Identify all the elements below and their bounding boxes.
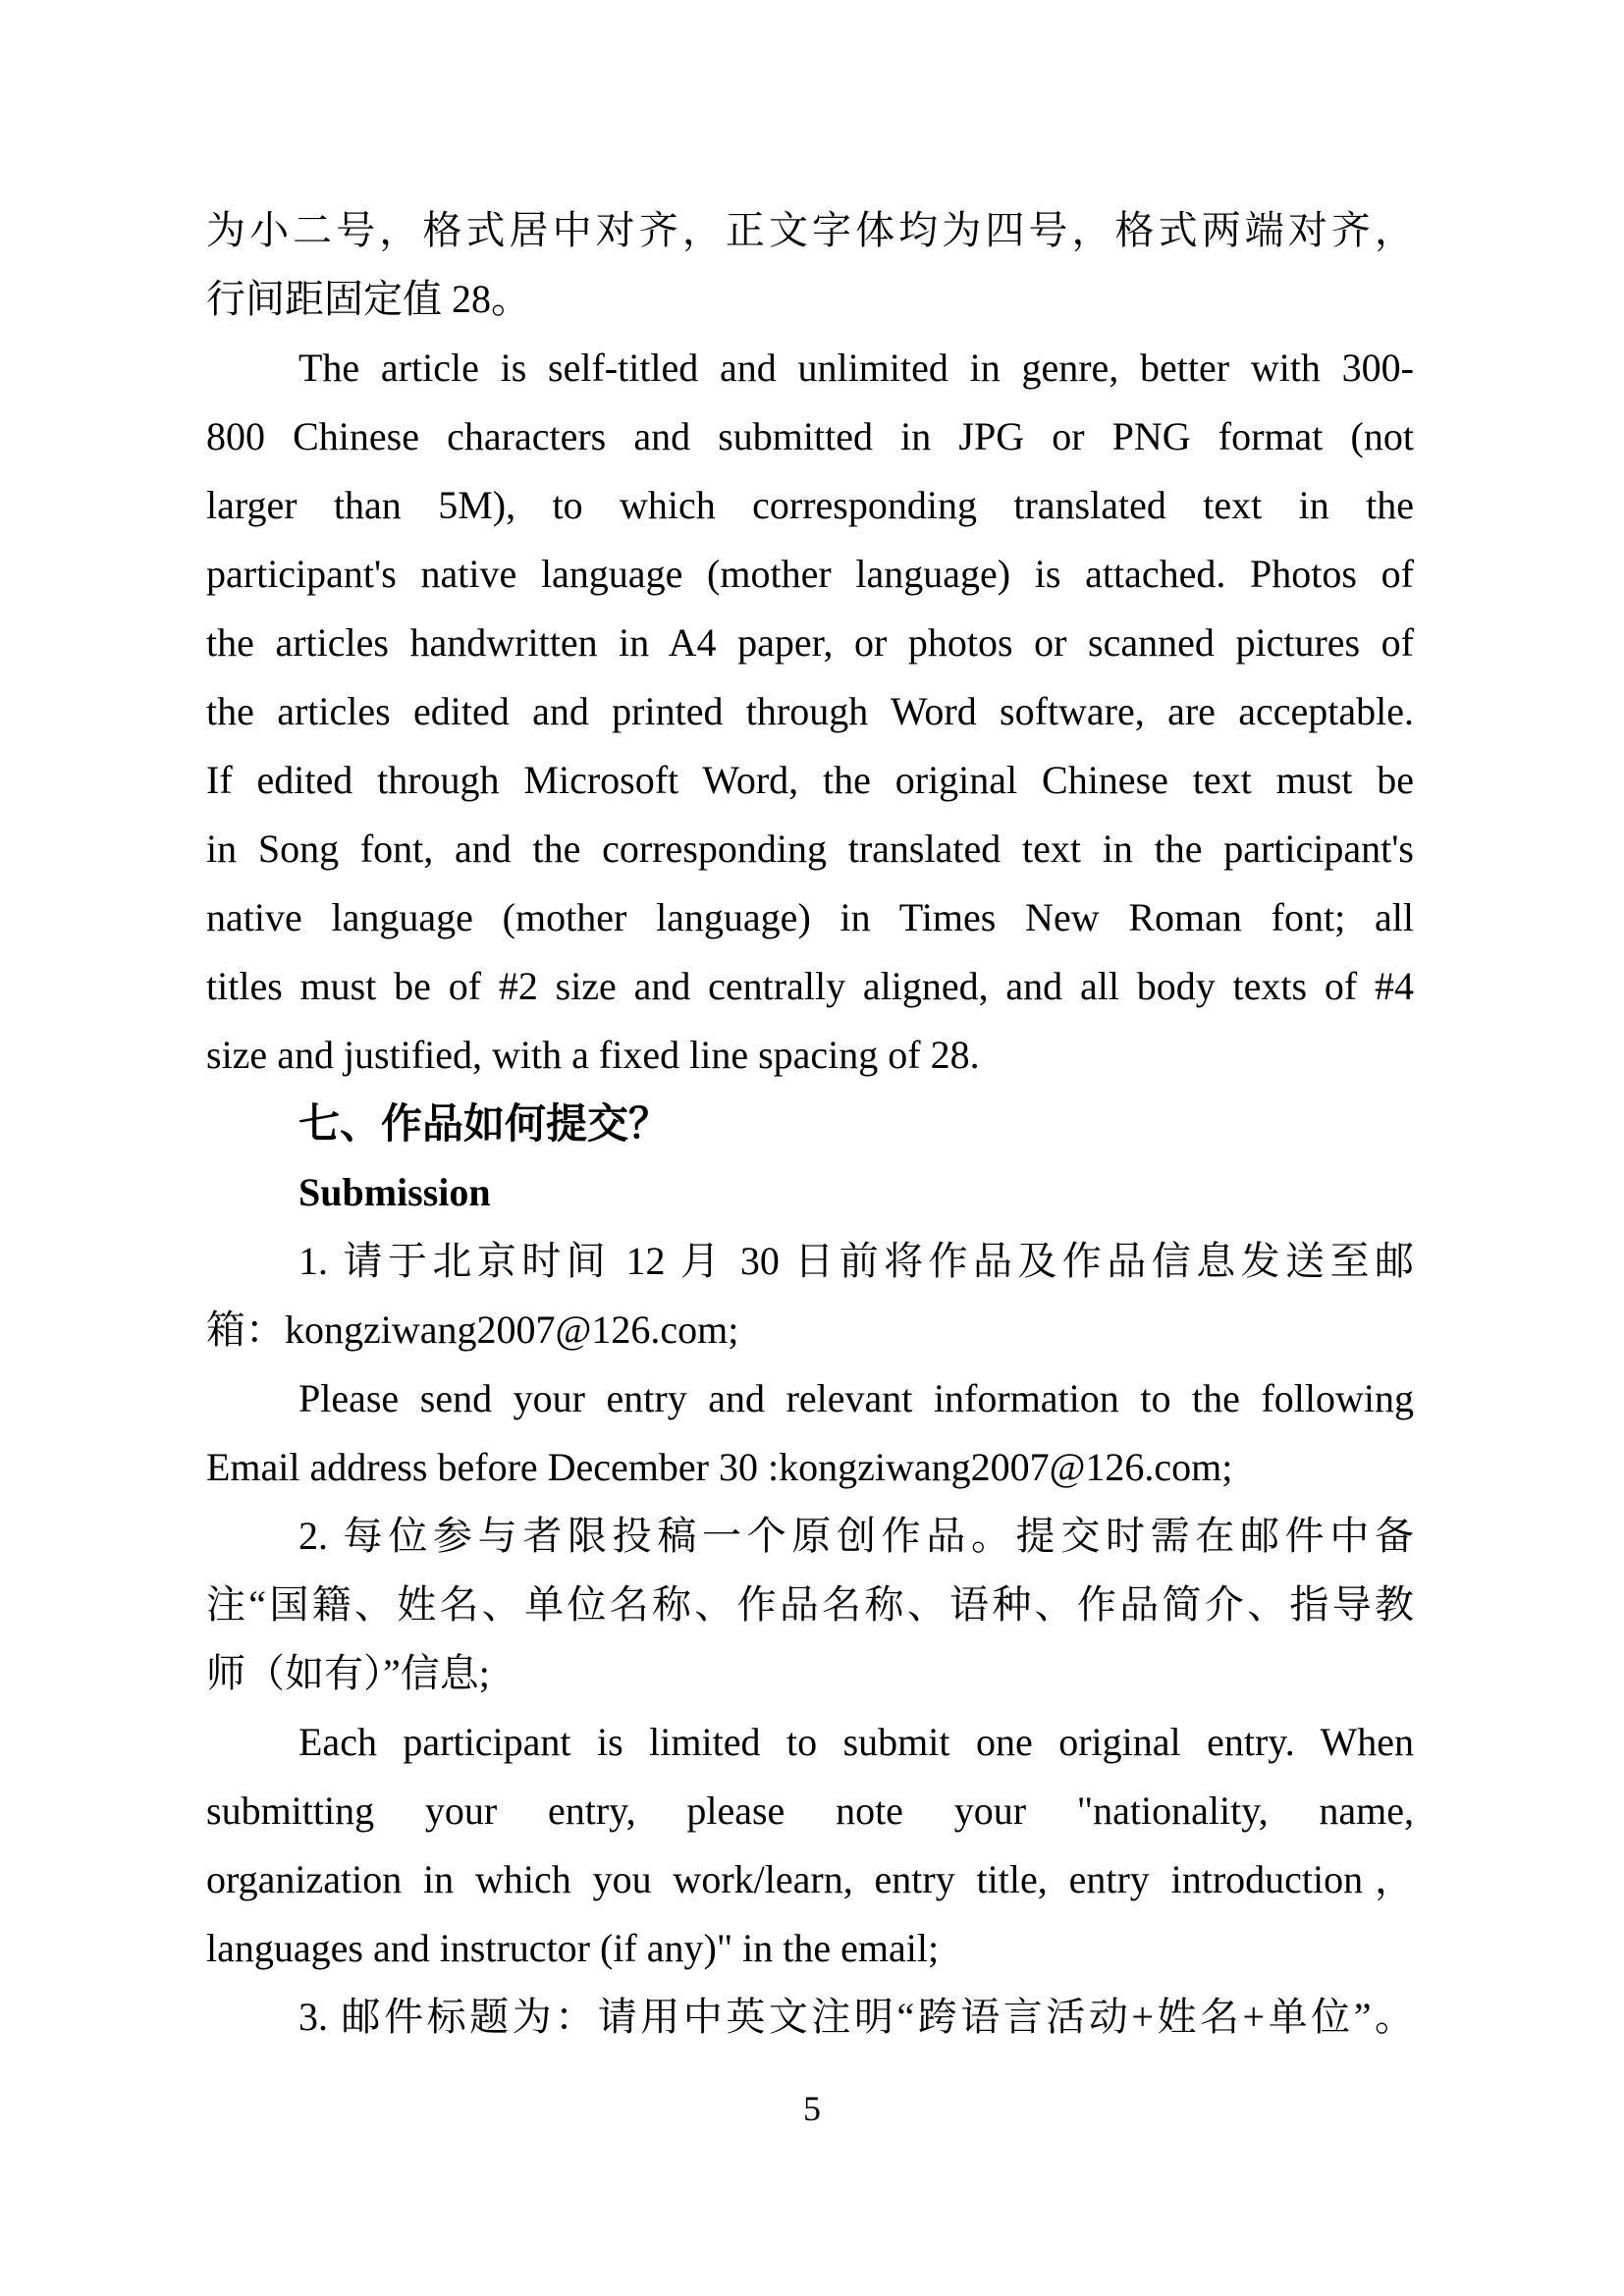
text-line: 师（如有）”信息; xyxy=(206,1651,490,1695)
text-block xyxy=(206,196,1414,2052)
text-line: the articles edited and printed through Word software, are acceptable. xyxy=(206,689,1414,733)
text-line: 800 Chinese characters and submitted in JPG or PNG format (not xyxy=(206,414,1414,458)
text-line: in Song font, and the corresponding translated text in the participant's xyxy=(206,827,1414,871)
text-line: native language (mother language) in Times New Roman font; all xyxy=(206,895,1414,939)
text-line: 行间距固定值 28。 xyxy=(206,277,530,321)
text-line: the articles handwritten in A4 paper, or photos or scanned pictures of xyxy=(206,620,1414,665)
text-line: size and justified, with a fixed line spacing of 28. xyxy=(206,1033,980,1077)
text-line: titles must be of #2 size and centrally aligned, and all body texts of #4 xyxy=(206,964,1414,1008)
text-line: Email address before December 30 :kongziwang2007@126.com; xyxy=(206,1445,1233,1489)
text-line: languages and instructor (if any)" in the email; xyxy=(206,1926,940,1970)
text-line: larger than 5M), to which corresponding translated text in the xyxy=(206,483,1414,527)
text-line: 3. 邮件标题为：请用中英文注明“跨语言活动+姓名+单位”。 xyxy=(298,1995,1414,2039)
text-line: participant's native language (mother language) is attached. Photos of xyxy=(206,552,1414,596)
text-line: Submission xyxy=(298,1170,491,1214)
text-line: The article is self-titled and unlimited in genre, better with 300- xyxy=(298,346,1414,390)
text-line: Please send your entry and relevant information to the following xyxy=(298,1376,1414,1420)
text-line: 箱：kongziwang2007@126.com; xyxy=(206,1308,739,1352)
text-line: If edited through Microsoft Word, the original Chinese text must be xyxy=(206,758,1414,802)
text-line: organization in which you work/learn, entry title, entry introduction， xyxy=(206,1857,1414,1901)
text-line: 为小二号，格式居中对齐，正文字体均为四号，格式两端对齐， xyxy=(206,208,1414,252)
text-line: submitting your entry, please note your "nationality, name, xyxy=(206,1789,1414,1833)
text-line: 注“国籍、姓名、单位名称、作品名称、语种、作品简介、指导教 xyxy=(206,1582,1414,1627)
page-number: 5 xyxy=(803,2089,821,2128)
text-line: Each participant is limited to submit one original entry. When xyxy=(298,1720,1414,1764)
text-line: 2. 每位参与者限投稿一个原创作品。提交时需在邮件中备 xyxy=(298,1514,1414,1558)
text-line: 1. 请于北京时间 12 月 30 日前将作品及作品信息发送至邮 xyxy=(298,1239,1414,1283)
text-line: 七、作品如何提交？ xyxy=(298,1100,671,1147)
